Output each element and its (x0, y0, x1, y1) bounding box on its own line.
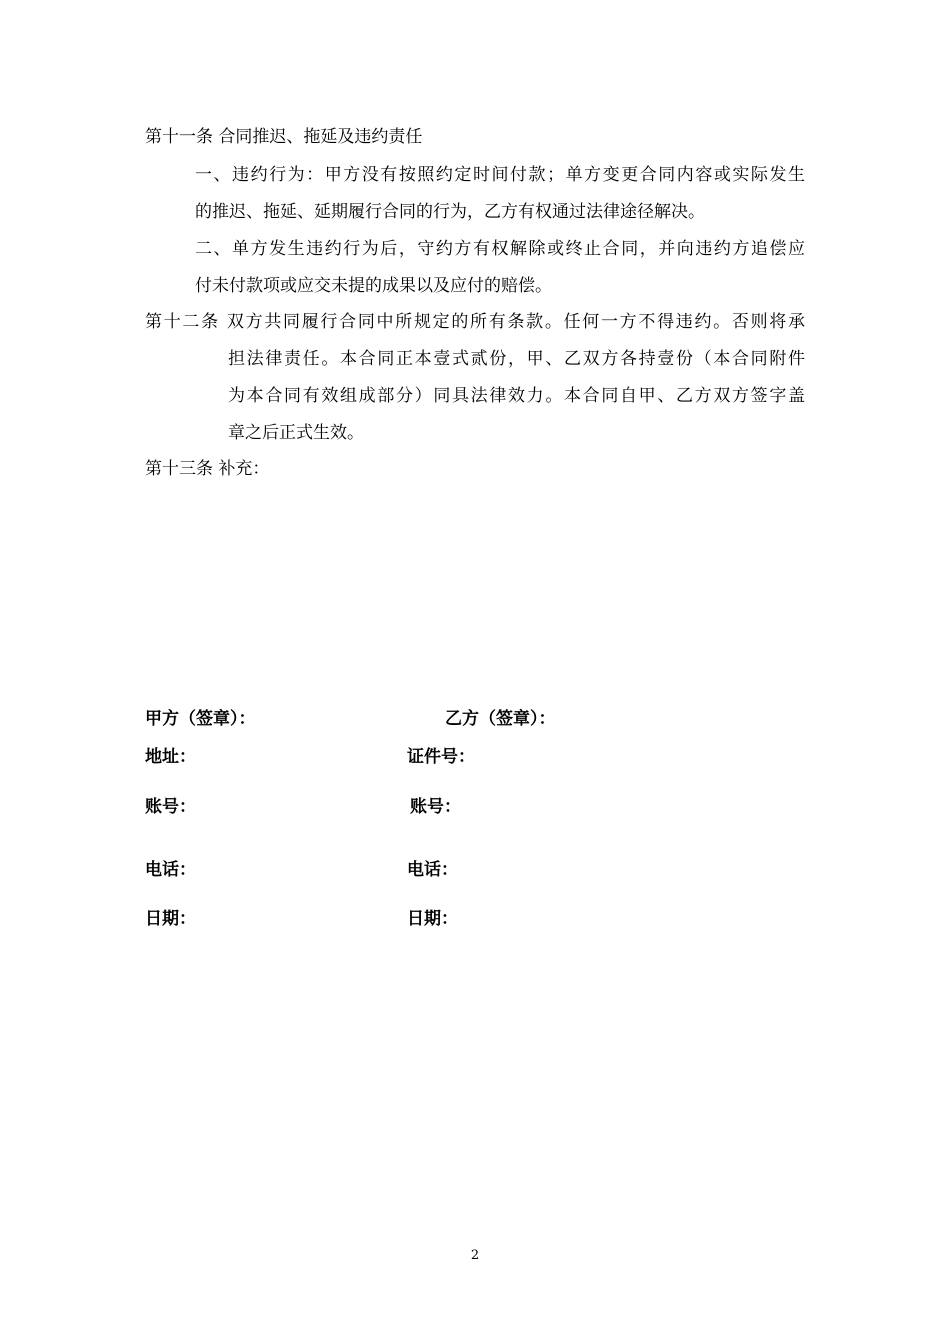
page-number: 2 (470, 1248, 480, 1263)
article-12-line-4: 章之后正式生效。 (228, 423, 364, 443)
party-b-signature-label: 乙方（签章）： (445, 709, 556, 729)
party-b-phone-label: 电话： (407, 860, 458, 880)
party-a-phone-label: 电话： (145, 860, 196, 880)
party-b-account-label: 账号： (410, 797, 461, 817)
article-11-heading: 第十一条 合同推迟、拖延及违约责任 (145, 127, 423, 147)
article-11-clause-2-line-2: 付未付款项或应交未提的成果以及应付的赔偿。 (195, 276, 552, 296)
party-a-date-label: 日期： (145, 909, 196, 929)
article-11-clause-1-line-2: 的推迟、拖延、延期履行合同的行为，乙方有权通过法律途径解决。 (195, 202, 705, 222)
party-b-date-label: 日期： (407, 909, 458, 929)
article-11-clause-1-line-1: 一、违约行为：甲方没有按照约定时间付款；单方变更合同内容或实际发生 (195, 165, 805, 185)
article-12-line-1: 第十二条 双方共同履行合同中所规定的所有条款。任何一方不得违约。否则将承 (145, 312, 805, 332)
article-13-heading: 第十三条 补充： (145, 459, 270, 479)
party-a-address-label: 地址： (145, 747, 196, 767)
article-12-line-2: 担法律责任。本合同正本壹式贰份，甲、乙双方各持壹份（本合同附件 (228, 349, 805, 369)
article-12-line-3: 为本合同有效组成部分）同具法律效力。本合同自甲、乙方双方签字盖 (228, 386, 805, 406)
article-11-clause-2-line-1: 二、单方发生违约行为后，守约方有权解除或终止合同，并向违约方追偿应 (195, 239, 805, 259)
party-b-id-number-label: 证件号： (407, 747, 475, 767)
party-a-account-label: 账号： (145, 797, 196, 817)
party-a-signature-label: 甲方（签章）： (145, 709, 256, 729)
